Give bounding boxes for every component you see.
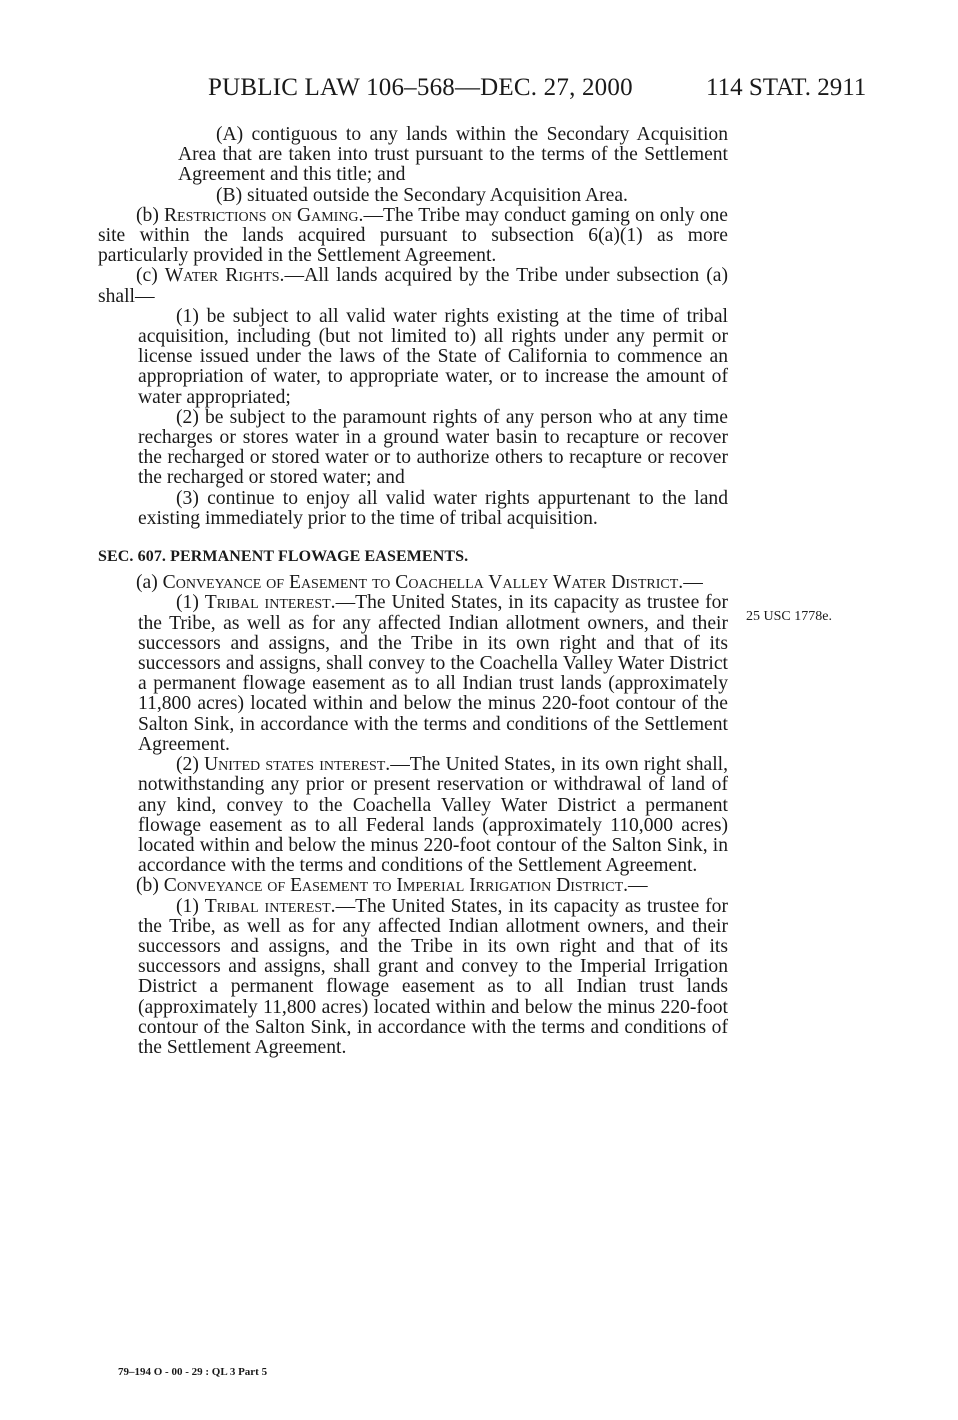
- paragraph-c1: (1) be subject to all valid water rights existing at the time of tribal acquisition, including (but not limited to) all rights under any permit or license issued under the laws of the State of California to commence an appropriation of water, to appropriate water, or to increase the amount of water appropriated;: [138, 305, 728, 408]
- a1-heading: Tribal interest.: [204, 592, 336, 614]
- subparagraph-a: (A) contiguous to any lands within the Secondary Acquisition Area that are taken into trust pursuant to the terms of the Settlement Agreement and this title; and: [178, 124, 728, 186]
- a2-label: (2): [176, 754, 205, 776]
- a1-label: (1): [176, 592, 205, 614]
- print-code-footer: 79–194 O - 00 - 29 : QL 3 Part 5: [118, 1366, 268, 1378]
- margin-note-usc: 25 USC 1778e.: [746, 609, 832, 624]
- section-b-heading: Conveyance of Easement to Imperial Irrigation District.: [163, 875, 629, 897]
- subsection-c: [98, 266, 728, 306]
- section-a-label: (a): [136, 572, 163, 594]
- paragraph-a1: [98, 593, 728, 755]
- section-b-label: (b): [136, 875, 164, 897]
- document-body: [98, 125, 728, 1058]
- section-b-dash: —: [628, 875, 648, 897]
- a1-text: —The United States, in its capacity as trustee for the Tribe, as well as for any affected Indian allotment owners, and their successors and assigns, and the Tribe in its own right and that of its successors and assigns, shall convey to the Coachella Valley Water District a permanent flowage easement as to all Indian trust lands (approximately 11,800 acres) located within and below the minus 220-foot contour of the Salton Sink, in accordance with the terms and conditions of the Settlement Agreement.: [138, 592, 728, 755]
- subsection-c-text: —All lands acquired by the Tribe under subsection (a) shall—: [98, 265, 728, 307]
- a2-heading: United states interest.: [204, 754, 391, 776]
- section-a-heading: Conveyance of Easement to Coachella Valley Water District.: [162, 572, 684, 594]
- section-a-dash: —: [683, 572, 703, 594]
- paragraph-c2: (2) be subject to the paramount rights of any person who at any time recharges or stores water in a ground water basin to recapture or recover the recharged or stored water or to authorize others to recapture or recover the recharged or stored water; and: [138, 406, 728, 489]
- subparagraph-b: (B) situated outside the Secondary Acquisition Area.: [216, 184, 628, 206]
- subsection-b: [98, 206, 728, 267]
- paragraph-a2: [98, 755, 728, 876]
- a2-text: —The United States, in its own right shall, notwithstanding any prior or present reservation or withdrawal of land of any kind, convey to the Coachella Valley Water District a permanent flowage easement as to all Federal lands (approximately 110,000 acres) located within and below the minus 220-foot contour of the Salton Sink, in accordance with the terms and conditions of the Settlement Agreement.: [138, 754, 728, 877]
- b1-text: —The United States, in its capacity as trustee for the Tribe, as well as for any affected Indian allotment owners, and their successors and assigns, and the Tribe in its own right and that of its successors and assigns, shall grant and convey to the Imperial Irrigation District a permanent flowage easement as to all Indian trust lands (approximately 11,800 acres) located within and below the minus 220-foot contour of the Salton Sink, in accordance with the terms and conditions of the Settlement Agreement.: [138, 895, 728, 1058]
- running-head-page: 114 STAT. 2911: [706, 74, 867, 101]
- paragraph-b1: [98, 897, 728, 1059]
- subsection-b-label: (b): [136, 204, 164, 226]
- subsection-c-heading: Water Rights.: [164, 265, 285, 287]
- paragraph-c3: (3) continue to enjoy all valid water rights appurtenant to the land existing immediately prior to the time of tribal acquisition.: [138, 487, 728, 529]
- b1-heading: Tribal interest.: [204, 895, 336, 917]
- section-heading: SEC. 607. PERMANENT FLOWAGE EASEMENTS.: [98, 548, 469, 566]
- subsection-b-heading: Restrictions on Gaming.: [163, 204, 364, 226]
- subsection-c-label: (c): [136, 265, 165, 287]
- b1-label: (1): [176, 895, 205, 917]
- subsection-b-text: —The Tribe may conduct gaming on only one site within the lands acquired pursuant to subsection 6(a)(1) as more particularly provided in the Settlement Agreement.: [98, 204, 728, 267]
- section-subsection-a: [98, 573, 728, 593]
- running-head-title: PUBLIC LAW 106–568—DEC. 27, 2000: [208, 74, 633, 101]
- section-subsection-b: [98, 876, 728, 896]
